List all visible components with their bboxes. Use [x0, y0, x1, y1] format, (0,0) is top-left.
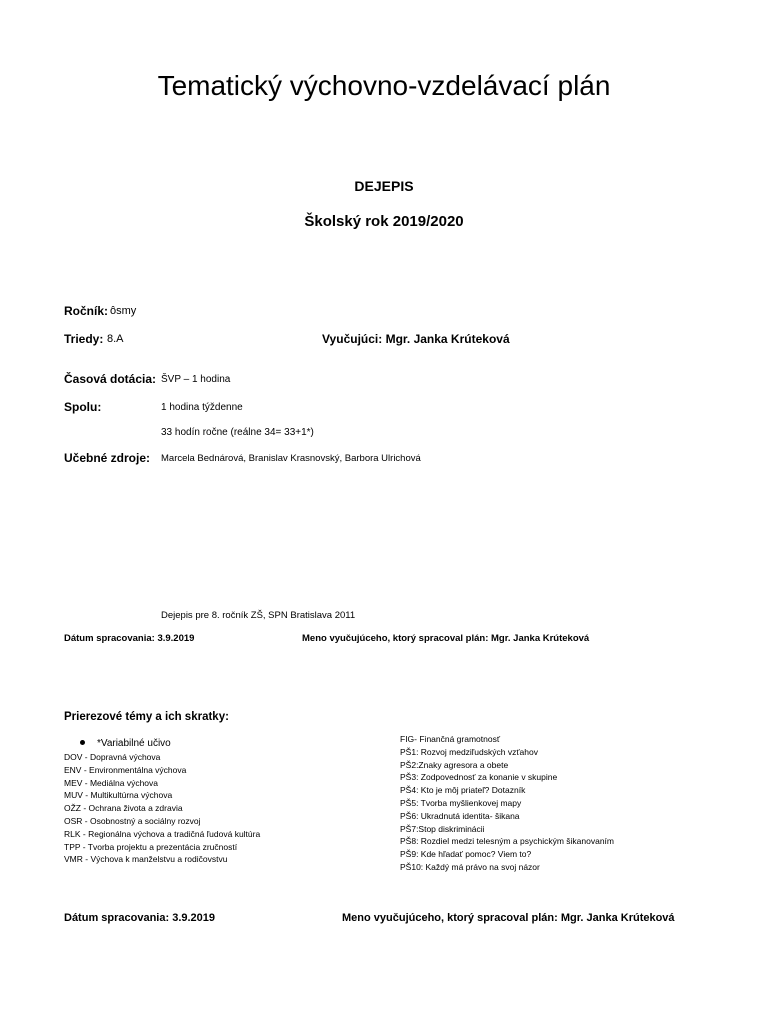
list-item: MUV - Multikultúrna výchova	[64, 790, 173, 801]
list-item: PŠ8: Rozdiel medzi telesným a psychickým šikanovaním	[400, 836, 614, 847]
sources-label: Učebné zdroje:	[64, 451, 151, 465]
classes-value: 8.A	[107, 333, 124, 345]
list-item: ENV - Environmentálna výchova	[64, 764, 187, 775]
list-item: TPP - Tvorba projektu a prezentácia zručností	[64, 841, 238, 852]
list-item: PŠ1: Rozvoj medziľudských vzťahov	[400, 746, 538, 757]
list-item: RLK - Regionálna výchova a tradičná ľudová kultúra	[64, 828, 261, 839]
list-item: PŠ2:Znaky agresora a obete	[400, 759, 509, 770]
sources-book: Dejepis pre 8. ročník ZŠ, SPN Bratislava 2011	[161, 610, 356, 621]
total-label: Spolu:	[64, 400, 102, 414]
teacher-label: Vyučujúci: Mgr. Janka Krúteková	[322, 332, 510, 346]
time-allocation-label: Časová dotácia:	[64, 372, 157, 386]
time-allocation-value: ŠVP – 1 hodina	[161, 374, 231, 385]
subject-heading: DEJEPIS	[354, 178, 414, 194]
list-item: VMR - Výchova k manželstvu a rodičovstvu	[64, 854, 228, 865]
variable-curriculum-bullet	[80, 738, 171, 749]
sources-authors: Marcela Bednárová, Branislav Krasnovský, Barbora Ulrichová	[161, 453, 421, 464]
bullet-icon	[80, 740, 85, 745]
list-item: PŠ9: Kde hľadať pomoc? Viem to?	[400, 849, 532, 860]
processing-author-bottom: Meno vyučujúceho, ktorý spracoval plán: Mgr. Janka Krúteková	[342, 912, 675, 924]
list-item: MEV - Mediálna výchova	[64, 777, 159, 788]
list-item: PŠ5: Tvorba myšlienkovej mapy	[400, 797, 522, 808]
themes-left-list	[64, 751, 260, 866]
classes-label: Triedy:	[64, 332, 104, 346]
list-item: OŽZ - Ochrana života a zdravia	[64, 803, 183, 814]
total-weekly: 1 hodina týždenne	[161, 402, 243, 413]
total-yearly: 33 hodín ročne (reálne 34= 33+1*)	[161, 427, 314, 438]
variable-curriculum-text: *Variabilné učivo	[97, 738, 171, 749]
grade-value: ôsmy	[110, 305, 137, 317]
list-item: OSR - Osobnostný a sociálny rozvoj	[64, 815, 201, 826]
school-year-heading: Školský rok 2019/2020	[304, 213, 464, 230]
list-item: PŠ6: Ukradnutá identita- šikana	[400, 810, 520, 821]
processing-date-top: Dátum spracovania: 3.9.2019	[64, 633, 195, 644]
processing-author-top: Meno vyučujúceho, ktorý spracoval plán: Mgr. Janka Krúteková	[302, 633, 590, 644]
list-item: PŠ3: Zodpovednosť za konanie v skupine	[400, 772, 558, 783]
list-item: FIG- Finančná gramotnosť	[400, 734, 501, 744]
list-item: PŠ7:Stop diskriminácii	[400, 823, 485, 834]
document-title: Tematický výchovno-vzdelávací plán	[157, 70, 611, 101]
list-item: PŠ10: Každý má právo na svoj názor	[400, 861, 540, 872]
list-item: DOV - Dopravná výchova	[64, 752, 161, 762]
grade-label: Ročník:	[64, 304, 109, 318]
themes-right-list	[400, 733, 614, 874]
themes-heading: Prierezové témy a ich skratky:	[64, 711, 229, 723]
list-item: PŠ4: Kto je môj priateľ? Dotazník	[400, 785, 526, 796]
processing-date-bottom: Dátum spracovania: 3.9.2019	[64, 912, 216, 924]
